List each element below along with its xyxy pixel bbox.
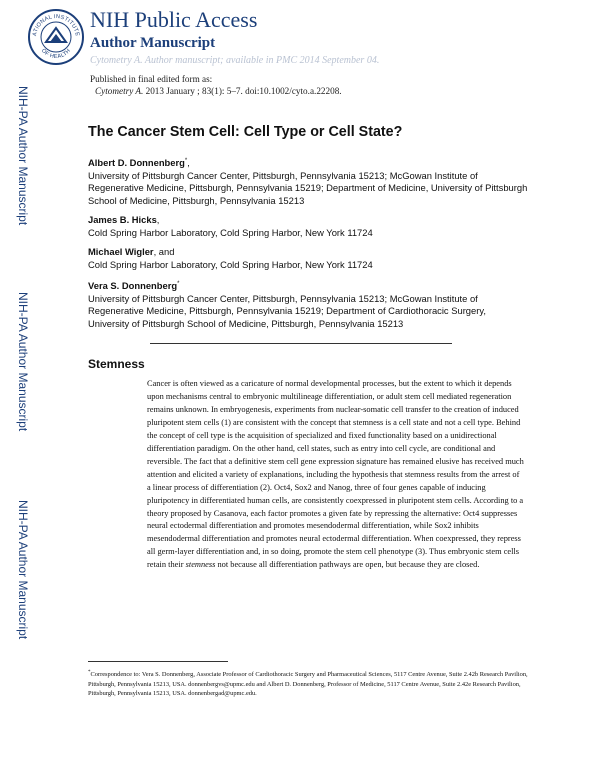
author-affiliation: University of Pittsburgh Cancer Center, Pittsburgh, Pennsylvania 15213; McGowan Institute of Regenerative Medicine, Pittsburgh, Pennsylvania 15219; Department of Cardiothoracic Surgery, University of Pittsburgh School of Medicine, Pittsburgh, Pennsylvania 15213: [88, 292, 486, 329]
body-text-tail: not because all differentiation pathways are open, but because they are closed.: [215, 560, 480, 570]
author-name: Albert D. Donnenberg: [88, 157, 185, 169]
footnote-divider: [88, 661, 228, 662]
correspondence-footnote: [88, 668, 528, 699]
citation: [90, 85, 570, 97]
publication-info: [90, 73, 570, 97]
journal-name: Cytometry A.: [95, 86, 144, 96]
logo-text-bottom: OF HEALTH: [39, 47, 73, 61]
availability-note: Cytometry A. Author manuscript; available in PMC 2014 September 04.: [90, 55, 380, 66]
author-affiliation: Cold Spring Harbor Laboratory, Cold Spring Harbor, New York 11724: [88, 258, 373, 270]
published-line: Published in final edited form as:: [90, 74, 213, 84]
sidebar-label-middle: NIH-PA Author Manuscript: [16, 292, 30, 432]
sidebar-label-bottom: NIH-PA Author Manuscript: [16, 500, 30, 640]
nih-banner: [90, 8, 570, 67]
public-access-title: NIH Public Access: [90, 7, 258, 32]
author-mark: *: [177, 281, 180, 288]
sidebar-label-top: NIH-PA Author Manuscript: [16, 86, 30, 226]
body-text: Cancer is often viewed as a caricature of normal developmental processes, but the extent to which it depends upon mechanisms central to embryonic multilineage differentiation, or adult stem cell mediated regeneration remains unknown. In embryogenesis, experiments from nuclear-somatic cell transfer to the creation of induced pluripotent stem cells (1) are consistent with the concept that stemness is a cell state and not a cell type. Behind the concept of cell type is the acquisition of specialized and fixed functionality based on a unidirectional differentiation paradigm. On the other hand, cell states, such as entry into cell cycle, are conditional and reversible. The fact that a definitive stem cell gene expression signature has remained elusive has received much attention and elicited a variety of explanations, including the hypothesis that stemness results from the arrest of a linear process of differentiation (2). Oct4, Sox2 and Nanog, three of four genes capable of inducing pluripotency in differentiated human cells, are consistently coexpressed in pluripotent stem cells. According to a theory proposed by Casanova, each factor promotes a given fate by repressing the alternative: Oct4 suppresses neural ectodermal differentiation and promotes mesendodermal differentiation, while Sox2 inhibits mesendodermal differentiation and promotes neural ectodermal differentiation. When coexpressed, they repress all germ-layer differentiation and, in so doing, promote the stem cell phenotype (3). Thus embryonic stem cells retain their: [147, 379, 524, 570]
author-name: Vera S. Donnenberg: [88, 280, 178, 292]
author-affiliation: Cold Spring Harbor Laboratory, Cold Spring Harbor, New York 11724: [88, 226, 373, 238]
footnote-mark: *: [88, 670, 91, 675]
body-paragraph: [147, 378, 524, 572]
author-suffix: ,: [156, 214, 160, 226]
author-name: James B. Hicks: [88, 214, 157, 226]
author-entry: [88, 214, 528, 239]
author-entry: [88, 246, 528, 271]
section-heading: Stemness: [88, 357, 145, 371]
author-entry: [88, 278, 528, 330]
article-title: The Cancer Stem Cell: Cell Type or Cell State?: [88, 124, 403, 140]
body-emphasis: stemness: [185, 560, 216, 570]
author-suffix: , and: [153, 246, 175, 258]
logo-text-top: ATIONAL INSTITUTE: [32, 13, 80, 37]
author-list: [88, 155, 528, 337]
author-manuscript-label: Author Manuscript: [90, 35, 216, 51]
footnote-text: Correspondence to: Vera S. Donnenberg, Associate Professor of Cardiothoracic Surgery and Pharmaceutical Sciences, 5117 Centre Avenue, Suite 2.42b Research Pavilion, Pittsburgh, Pennsylvania 15213, USA. donnenbergvs@upmc.edu and Albert D. Donnenberg, Professor of Medicine, 5117 Centre Avenue, Suite 2.42e Research Pavilion, Pittsburgh, Pennsylvania 15213, USA. donnenbergad@upmc.edu.: [88, 671, 528, 698]
nih-seal-logo-icon: [27, 8, 85, 66]
header-divider: [150, 343, 452, 344]
author-name: Michael Wigler: [88, 246, 154, 258]
author-mark: *: [184, 158, 188, 164]
svg-text:OF HEALTH: [40, 48, 72, 60]
author-affiliation: University of Pittsburgh Cancer Center, Pittsburgh, Pennsylvania 15213; McGowan Institute of Regenerative Medicine, Pittsburgh, Pennsylvania 15219; Department of Medicine, University of Pittsburgh School of Medicine, Pittsburgh, Pennsylvania 15213: [88, 169, 528, 206]
author-entry: Albert D. Donnenberg*, University of Pittsburgh Cancer Center, Pittsburgh, Pennsylvania 15213; McGowan Institute of Regenerative Medicine, Pittsburgh, Pennsylvania 15219; Department of Medicine, University of Pittsburgh School of Medicine, Pittsburgh, Pennsylvania 15213: [88, 157, 528, 206]
citation-details: 2013 January ; 83(1): 5–7. doi:10.1002/cyto.a.22208.: [145, 86, 342, 96]
